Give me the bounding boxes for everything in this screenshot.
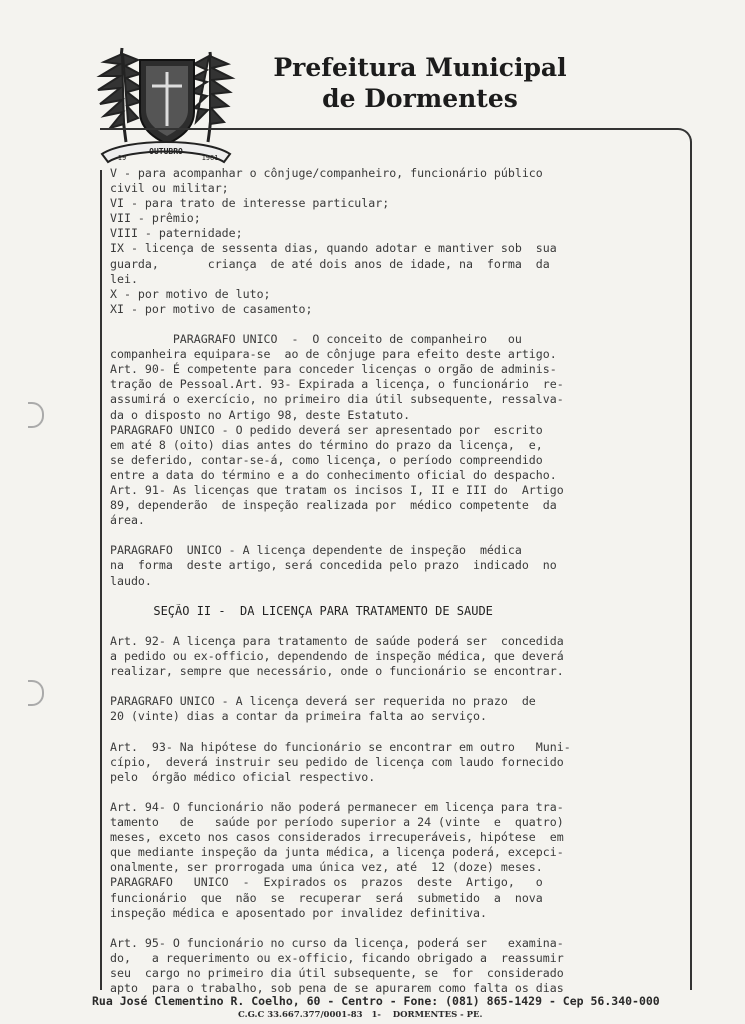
footer-cgc: C.G.C 33.667.377/0001-83 [238, 1010, 363, 1020]
text-line: pelo órgão médico oficial respectivo. [110, 769, 376, 784]
text-line: Art. 91- As licenças que tratam os incisos I, II e III do Artigo [110, 482, 564, 497]
text-line: Art. 90- É competente para conceder licenças o orgão de adminis- [110, 362, 557, 377]
footer-city: DORMENTES - PE. [392, 1010, 483, 1020]
text-line: PARAGRAFO UNICO - Expirados os prazos deste Artigo, o [110, 875, 543, 890]
text-line: companheira equipara-se ao de cônjuge para efeito deste artigo. [110, 347, 557, 362]
text-line [110, 785, 695, 800]
text-line: Art. 95- O funcionário no curso da licença, poderá ser examina- [110, 935, 564, 950]
text-line: XI - por motivo de casamento; [110, 301, 313, 316]
text-line: cípio, deverá instruir seu pedido de licença com laudo fornecido [110, 754, 564, 769]
text-line: PARAGRAFO UNICO - O pedido deverá ser apresentado por escrito [110, 422, 543, 437]
text-line [110, 679, 695, 694]
crest-ribbon-text: OUTUBRO [149, 147, 183, 156]
text-line [110, 317, 695, 332]
text-line: funcionário que não se recuperar será submetido a nova [110, 890, 543, 905]
text-line [110, 724, 695, 739]
text-line: área. [110, 513, 145, 528]
page-frame-left-border [100, 170, 102, 990]
text-line: PARAGRAFO UNICO - A licença deverá ser requerida no prazo de [110, 694, 536, 709]
footer-registration [238, 1010, 618, 1020]
text-line: 89, dependerão de inspeção realizada por médico competente da [110, 498, 557, 513]
text-line: se deferido, contar-se-á, como licença, o período compreendido [110, 452, 543, 467]
text-line: civil ou militar; [110, 181, 229, 196]
text-line: 20 (vinte) dias a contar da primeira falta ao serviço. [110, 709, 487, 724]
text-line: apto para o trabalho, sob pena de se apurarem como falta os dias [110, 981, 564, 996]
text-line: guarda, criança de até dois anos de idade, na forma da [110, 256, 550, 271]
text-line [110, 528, 695, 543]
text-line: Art. 94- O funcionário não poderá permanecer em licença para tra- [110, 799, 564, 814]
text-line: assumirá o exercício, no primeiro dia útil subsequente, ressalva- [110, 392, 564, 407]
text-line: entre a data do término e a do conhecimento oficial do despacho. [110, 467, 557, 482]
title-line-1: Prefeitura Municipal [273, 53, 567, 82]
text-line [110, 589, 695, 604]
text-line [110, 921, 695, 936]
footer-address: Rua José Clementino R. Coelho, 60 - Centro - Fone: (081) 865-1429 - Cep 56.340-000 [92, 994, 660, 1008]
text-line: inspeção médica e aposentado por invalidez definitiva. [110, 905, 487, 920]
text-line: tamento de saúde por período superior a 24 (vinte e quatro) [110, 815, 564, 830]
text-line: VII - prêmio; [110, 211, 201, 226]
crest-day: 19 [117, 154, 127, 162]
text-line: lei. [110, 271, 138, 286]
text-line: SEÇÃO II - DA LICENÇA PARA TRATAMENTO DE SAUDE [110, 603, 493, 618]
text-line: VIII - paternidade; [110, 226, 243, 241]
punch-hole-bottom [28, 680, 44, 706]
text-line: tração de Pessoal.Art. 93- Expirada a licença, o funcionário re- [110, 377, 564, 392]
text-line: seu cargo no primeiro dia útil subsequente, se for considerado [110, 965, 564, 980]
text-line: meses, exceto nos casos considerados irrecuperáveis, hipótese em [110, 830, 564, 845]
text-line: que mediante inspeção da junta médica, a licença poderá, excepci- [110, 845, 564, 860]
text-line: VI - para trato de interesse particular; [110, 196, 390, 211]
letterhead-title [250, 52, 590, 114]
text-line: na forma deste artigo, será concedida pelo prazo indicado no [110, 558, 557, 573]
text-line: onalmente, ser prorrogada uma única vez, até 12 (doze) meses. [110, 860, 543, 875]
text-line [110, 619, 695, 634]
text-line: Art. 92- A licença para tratamento de saúde poderá ser concedida [110, 633, 564, 648]
text-line: V - para acompanhar o cônjuge/companheiro, funcionário público [110, 166, 543, 180]
text-line: IX - licença de sessenta dias, quando adotar e mantiver sob sua [110, 241, 557, 256]
text-line: realizar, sempre que necessário, onde o funcionário se encontrar. [110, 664, 564, 679]
text-line: do, a requerimento ou ex-officio, ficando obrigado a reassumir [110, 950, 564, 965]
text-line: da o disposto no Artigo 98, deste Estatuto. [110, 407, 411, 422]
text-line: em até 8 (oito) dias antes do término do prazo da licença, e, [110, 437, 543, 452]
footer-page-mark: 1- [371, 1010, 381, 1020]
document-body [110, 166, 695, 996]
title-line-2: de Dormentes [322, 84, 518, 113]
text-line: laudo. [110, 573, 152, 588]
crest-year: 1961 [201, 154, 219, 162]
text-line: PARAGRAFO UNICO - O conceito de companheiro ou [110, 332, 522, 347]
text-line: a pedido ou ex-officio, dependendo de inspeção médica, que deverá [110, 649, 564, 663]
punch-hole-top [28, 402, 44, 428]
text-line: Art. 93- Na hipótese do funcionário se encontrar em outro Muni- [110, 739, 571, 754]
text-line: X - por motivo de luto; [110, 286, 271, 301]
text-line: PARAGRAFO UNICO - A licença dependente de inspeção médica [110, 543, 522, 558]
